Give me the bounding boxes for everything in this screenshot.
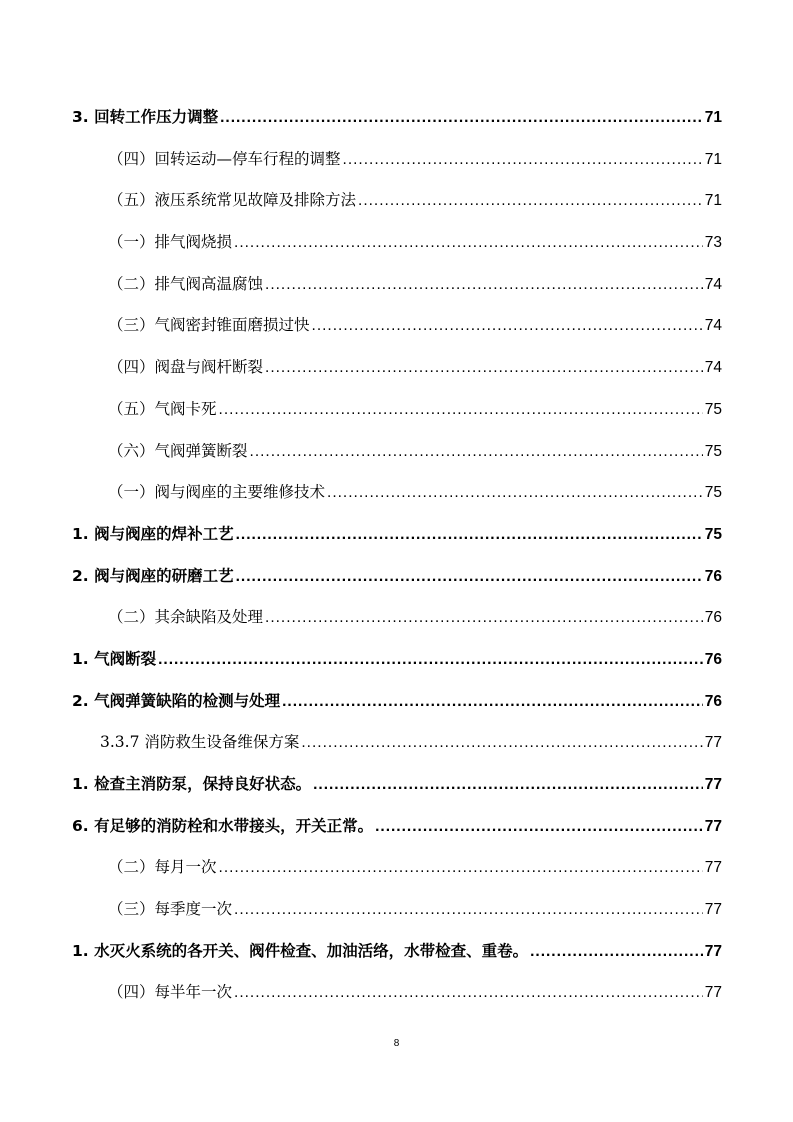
toc-entry[interactable] bbox=[72, 605, 722, 647]
toc-entry-page: 71 bbox=[704, 150, 722, 168]
toc-entry[interactable] bbox=[72, 439, 722, 481]
toc-entry[interactable] bbox=[72, 147, 722, 189]
toc-entry-title: 3.3.7 消防救生设备维保方案 bbox=[100, 733, 300, 752]
toc-entry-title: 6. 有足够的消防栓和水带接头，开关正常。 bbox=[72, 816, 374, 835]
dot-leader bbox=[530, 943, 703, 961]
dot-leader bbox=[236, 568, 703, 586]
toc-entry-title: （三）气阀密封锥面磨损过快 bbox=[108, 316, 310, 335]
toc-entry[interactable] bbox=[72, 480, 722, 522]
toc-entry-page: 74 bbox=[704, 317, 722, 335]
dot-leader bbox=[327, 484, 703, 502]
toc-entry[interactable] bbox=[72, 230, 722, 272]
toc-entry-title: （四）阀盘与阀杆断裂 bbox=[108, 358, 264, 377]
toc-entry[interactable] bbox=[72, 897, 722, 939]
dot-leader bbox=[236, 526, 703, 544]
toc-entry-title: （五）液压系统常见故障及排除方法 bbox=[108, 191, 357, 210]
dot-leader bbox=[234, 234, 703, 252]
toc-entry[interactable] bbox=[72, 980, 722, 1022]
toc-entry-title: （一）阀与阀座的主要维修技术 bbox=[108, 483, 326, 502]
dot-leader bbox=[234, 984, 703, 1002]
toc-entry[interactable] bbox=[72, 772, 722, 814]
toc-entry-page: 75 bbox=[704, 525, 722, 543]
toc-entry[interactable] bbox=[72, 939, 722, 981]
dot-leader bbox=[265, 359, 703, 377]
toc-entry-page: 76 bbox=[704, 567, 722, 585]
toc-entry[interactable] bbox=[72, 397, 722, 439]
page-number: 8 bbox=[393, 1038, 400, 1049]
toc-entry[interactable] bbox=[72, 564, 722, 606]
dot-leader bbox=[282, 693, 703, 711]
dot-leader bbox=[220, 109, 703, 127]
toc-entry-title: （四）回转运动—停车行程的调整 bbox=[108, 149, 341, 168]
toc-entry-title: 2. 阀与阀座的研磨工艺 bbox=[72, 566, 234, 585]
dot-leader bbox=[250, 443, 703, 461]
toc-entry-page: 74 bbox=[704, 275, 722, 293]
dot-leader bbox=[358, 192, 703, 210]
toc-entry-title: （二）排气阀高温腐蚀 bbox=[108, 274, 264, 293]
toc-entry-page: 71 bbox=[704, 109, 722, 126]
toc-entry-title: （三）每季度一次 bbox=[108, 900, 233, 919]
toc-entry[interactable] bbox=[72, 105, 722, 147]
toc-entry-title: 1. 气阀断裂 bbox=[72, 649, 157, 668]
toc-entry-title: 2. 气阀弹簧缺陷的检测与处理 bbox=[72, 691, 281, 710]
toc-entry-page: 71 bbox=[704, 192, 722, 210]
toc-entry[interactable] bbox=[72, 272, 722, 314]
toc-entry-title: （一）排气阀烧损 bbox=[108, 233, 233, 252]
toc-entry-page: 75 bbox=[704, 400, 722, 418]
toc-entry-title: 3. 回转工作压力调整 bbox=[72, 108, 219, 126]
toc-entry-page: 76 bbox=[704, 650, 722, 668]
toc-entry-title: 1. 阀与阀座的焊补工艺 bbox=[72, 524, 234, 543]
toc-entry-page: 75 bbox=[704, 442, 722, 460]
toc-entry-page: 73 bbox=[704, 234, 722, 252]
toc-entry[interactable] bbox=[72, 647, 722, 689]
dot-leader bbox=[219, 401, 703, 419]
toc-entry-page: 77 bbox=[704, 734, 722, 752]
toc-entry[interactable] bbox=[72, 814, 722, 856]
toc-entry-title: （二）每月一次 bbox=[108, 858, 217, 877]
toc-entry[interactable] bbox=[72, 689, 722, 731]
toc-entry-title: （六）气阀弹簧断裂 bbox=[108, 441, 248, 460]
dot-leader bbox=[301, 734, 702, 752]
toc-entry[interactable] bbox=[72, 188, 722, 230]
toc-entry[interactable] bbox=[72, 730, 722, 772]
dot-leader bbox=[265, 276, 703, 294]
toc-entry-page: 76 bbox=[704, 609, 722, 627]
dot-leader bbox=[158, 651, 703, 669]
toc-entry-page: 77 bbox=[704, 776, 722, 793]
toc-entry-title: 1. 检查主消防泵，保持良好状态。 bbox=[72, 775, 312, 793]
toc-entry-title: 1. 水灭火系统的各开关、阀件检查、加油活络，水带检查、重卷。 bbox=[72, 941, 529, 960]
toc-entry-page: 77 bbox=[704, 817, 722, 835]
toc-entry-page: 77 bbox=[704, 859, 722, 877]
toc-entry[interactable] bbox=[72, 855, 722, 897]
toc-entry[interactable] bbox=[72, 355, 722, 397]
toc-entry-page: 75 bbox=[704, 484, 722, 502]
toc-entry-title: （二）其余缺陷及处理 bbox=[108, 608, 264, 627]
dot-leader bbox=[375, 818, 703, 836]
toc-entry-page: 77 bbox=[704, 901, 722, 919]
dot-leader bbox=[219, 859, 703, 877]
dot-leader bbox=[234, 901, 703, 919]
dot-leader bbox=[312, 317, 703, 335]
toc-entry[interactable] bbox=[72, 313, 722, 355]
toc-entry-title: （四）每半年一次 bbox=[108, 983, 233, 1002]
toc-entry-page: 74 bbox=[704, 359, 722, 377]
toc-entry-page: 77 bbox=[704, 942, 722, 960]
dot-leader bbox=[343, 151, 703, 169]
dot-leader bbox=[313, 776, 703, 794]
toc-entry[interactable] bbox=[72, 522, 722, 564]
toc-entry-page: 76 bbox=[704, 692, 722, 710]
toc-entry-title: （五）气阀卡死 bbox=[108, 399, 217, 418]
table-of-contents bbox=[72, 105, 722, 1022]
toc-entry-page: 77 bbox=[704, 984, 722, 1002]
dot-leader bbox=[265, 609, 703, 627]
